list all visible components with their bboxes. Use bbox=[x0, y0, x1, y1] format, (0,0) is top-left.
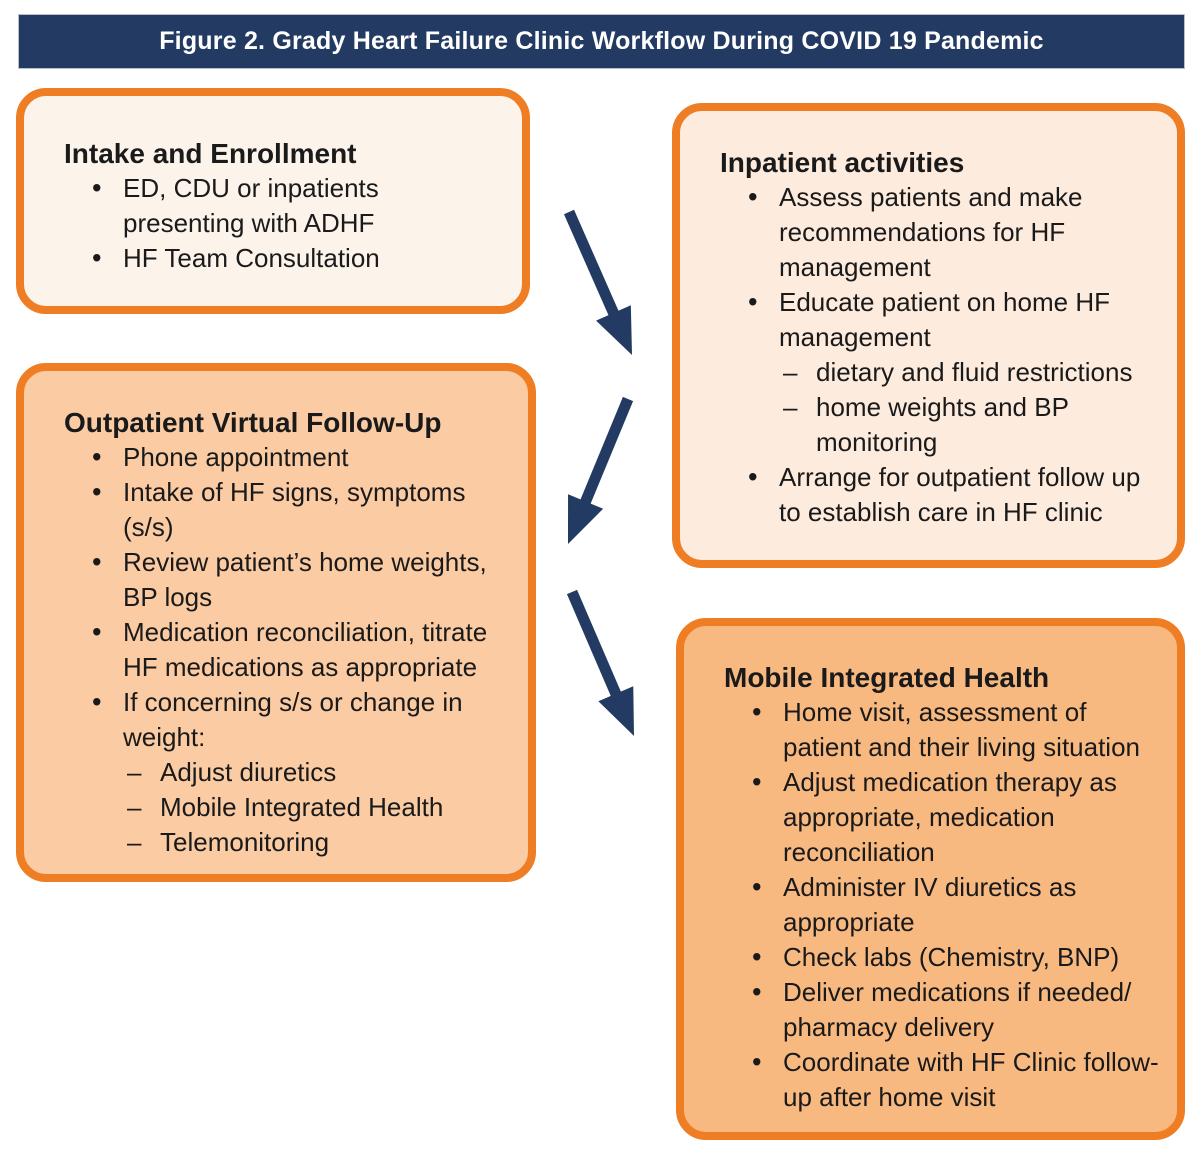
bullet-item: • Arrange for outpatient follow up to establish care in HF clinic bbox=[746, 460, 1161, 530]
bullet-item: • Phone appointment bbox=[90, 440, 512, 475]
bullet-item: • Deliver medications if needed/ pharmacy delivery bbox=[750, 975, 1161, 1045]
dash-item: – Mobile Integrated Health bbox=[127, 790, 512, 825]
bullet-item: • Intake of HF signs, symptoms (s/s) bbox=[90, 475, 512, 545]
bullet-item: • Medication reconciliation, titrate HF medications as appropriate bbox=[90, 615, 512, 685]
bullet-item: • Coordinate with HF Clinic follow-up after home visit bbox=[750, 1045, 1161, 1115]
intake-box-list bbox=[64, 171, 506, 276]
intake-box-content bbox=[24, 96, 522, 296]
inpatient-box-content bbox=[680, 111, 1177, 550]
arrow-intake-to-inpatient bbox=[569, 212, 632, 355]
bullet-item: • HF Team Consultation bbox=[90, 241, 506, 276]
bullet-item: • ED, CDU or inpatients presenting with ADHF bbox=[90, 171, 506, 241]
inpatient-box-title: Inpatient activities bbox=[720, 147, 965, 178]
dash-item: – dietary and fluid restrictions bbox=[783, 355, 1161, 390]
bullet-item: • Home visit, assessment of patient and their living situation bbox=[750, 695, 1161, 765]
arrow-outpatient-to-mobile bbox=[572, 592, 634, 736]
bullet-item: • Administer IV diuretics as appropriate bbox=[750, 870, 1161, 940]
outpatient-box-content bbox=[24, 371, 528, 880]
outpatient-box-title: Outpatient Virtual Follow-Up bbox=[64, 407, 442, 438]
figure-title-banner bbox=[18, 14, 1185, 69]
mobile-box-list bbox=[724, 695, 1161, 1115]
dash-item: – Adjust diuretics bbox=[127, 755, 512, 790]
arrow-inpatient-to-outpatient bbox=[568, 399, 628, 544]
dash-item: – Telemonitoring bbox=[127, 825, 512, 860]
figure-title: Figure 2. Grady Heart Failure Clinic Workflow During COVID 19 Pandemic bbox=[159, 27, 1044, 55]
intake-box-title: Intake and Enrollment bbox=[64, 138, 357, 169]
inpatient-box-list bbox=[720, 180, 1161, 530]
outpatient-box-list bbox=[64, 440, 512, 860]
bullet-item: • Educate patient on home HF management bbox=[746, 285, 1161, 355]
bullet-item: • Adjust medication therapy as appropriate, medication reconciliation bbox=[750, 765, 1161, 870]
mobile-integrated-health-box bbox=[676, 618, 1185, 1140]
dash-item: – home weights and BP monitoring bbox=[783, 390, 1161, 460]
outpatient-virtual-follow-up-box bbox=[16, 363, 536, 882]
bullet-item: • Assess patients and make recommendations for HF management bbox=[746, 180, 1161, 285]
inpatient-activities-box bbox=[672, 103, 1185, 568]
mobile-box-title: Mobile Integrated Health bbox=[724, 662, 1050, 693]
intake-and-enrollment-box bbox=[16, 88, 530, 314]
mobile-box-content bbox=[684, 626, 1177, 1135]
bullet-item: • If concerning s/s or change in weight: bbox=[90, 685, 512, 755]
bullet-item: • Check labs (Chemistry, BNP) bbox=[750, 940, 1161, 975]
bullet-item: • Review patient’s home weights, BP logs bbox=[90, 545, 512, 615]
